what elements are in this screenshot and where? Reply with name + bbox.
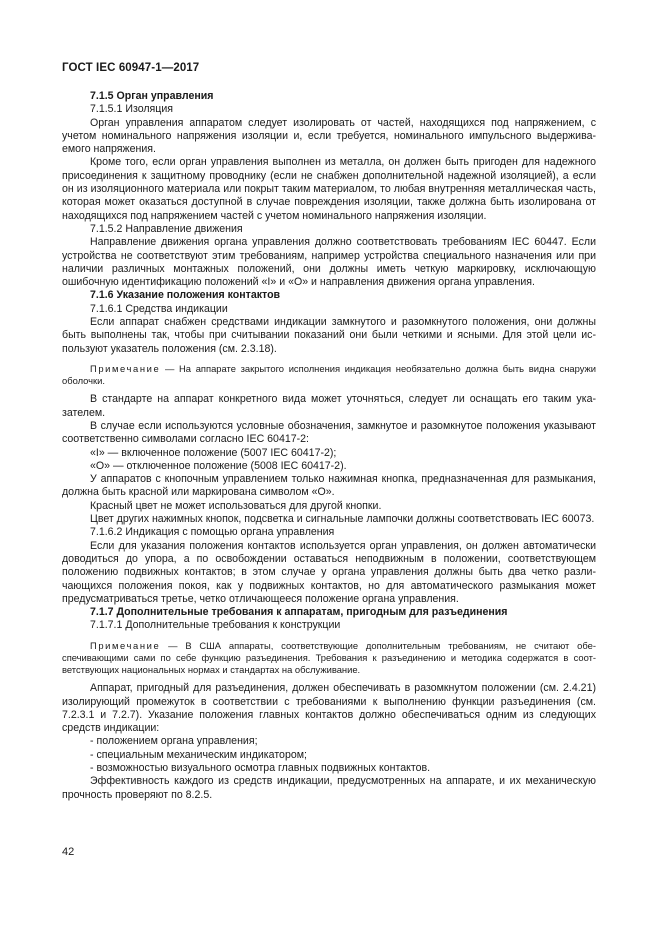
document-header: ГОСТ IEC 60947-1—2017 <box>62 62 200 74</box>
note-text: — На аппарате закрытого исполнения индикация необязательно должна быть видна снаружи оболочки. <box>62 362 596 387</box>
paragraph: Кроме того, если орган управления выполнен из металла, он должен быть пригоден для надежного присоединения к защитному проводнику (если не снабжен дополнительной надежной изоляцией), а если он из изоляционного материала или покрыт таким материалом, то любая внутренняя металлическая часть, которая может оказаться доступной в случае повреждения изоляции, также должна быть изолирована от находящихся под напряжением частей с учетом номинального напряжения изоляции. <box>62 156 596 222</box>
section-heading: 7.1.6 Указание положения контактов <box>90 289 281 302</box>
subsection-heading: 7.1.7.1 Дополнительные требования к конструкции <box>90 619 341 632</box>
paragraph: Если для указания положения контактов используется орган управления, он должен автоматически доводиться до упора, а по освобождении оставаться неподвижным в положении, соответствующем положению подвижных контактов; в этом случае у органа управления должны быть два четко различающихся положения покоя, как у подвижных контактов, но для автоматического размыкания может предусматриваться третье, четко отличающееся положение органа управления. <box>62 539 596 605</box>
subsection-heading: 7.1.6.2 Индикация с помощью органа управления <box>90 526 335 539</box>
note-label: Примечание <box>90 362 161 374</box>
section-heading: 7.1.7 Дополнительные требования к аппаратам, пригодным для разъединения <box>90 606 508 619</box>
paragraph: Орган управления аппаратом следует изолировать от частей, находящихся под напряжением, с учетом номинального напряжения изоляции и, если требуется, номинального импульсного выдерживаемого напряжения. <box>62 116 596 156</box>
list-item: - возможностью визуального осмотра главных подвижных контактов. <box>90 762 431 775</box>
note <box>62 363 596 387</box>
document-body <box>62 90 596 802</box>
section-heading: 7.1.5 Орган управления <box>90 90 214 102</box>
list-item: «I» — включенное положение (5007 IEC 60417-2); <box>90 446 337 459</box>
paragraph: Если аппарат снабжен средствами индикации замкнутого и разомкнутого положения, они должны быть выполнены так, чтобы при считывании показаний они были четкими и ясными. Для этой цели используют указатель положения (см. 2.3.18). <box>62 316 596 355</box>
paragraph: У аппаратов с кнопочным управлением только нажимная кнопка, предназначенная для размыкания, должна быть красной или маркирована символом «О». <box>62 473 596 499</box>
paragraph: Красный цвет не может использоваться для другой кнопки. <box>90 499 382 512</box>
paragraph: Эффективность каждого из средств индикации, предусмотренных на аппарате, и их механическую прочность проверяют по 8.2.5. <box>62 775 596 801</box>
note-text: — В США аппараты, соответствующие дополнительным требованиям, не считают обеспечивающими сами по себе функцию разъединения. Требования к разъединению и методика содержатся в соответствующих национальных нормах и стандартах на обслуживание. <box>62 639 596 676</box>
list-item: - специальным механическим индикатором; <box>90 748 307 761</box>
paragraph: Аппарат, пригодный для разъединения, должен обеспечивать в разомкнутом положении (см. 2.4.21) изолирующий промежуток в соответствии с требованиями к выполнению функции разъединения (см. 7.2.3.1 и 7.2.7). Указание положения главных контактов должно обеспечиваться одним из следующих средств индикации: <box>62 682 596 735</box>
subsection-heading: 7.1.6.1 Средства индикации <box>90 302 228 315</box>
subsection-heading: 7.1.5.1 Изоляция <box>90 103 173 116</box>
list-item: - положением органа управления; <box>90 735 258 748</box>
paragraph: В стандарте на аппарат конкретного вида может уточняться, следует ли оснащать его таким указателем. <box>62 393 596 419</box>
note-label: Примечание <box>90 639 161 651</box>
subsection-heading: 7.1.5.2 Направление движения <box>90 222 243 235</box>
note <box>62 640 596 677</box>
page-number: 42 <box>62 846 75 858</box>
paragraph: Направление движения органа управления должно соответствовать требованиям IEC 60447. Если устройства не соответствуют этим требованиям, например устройства специального назначения или при наличии различных монтажных положений, они должны иметь четкую маркировку, исключающую ошибочную идентификацию положений «I» и «О» и направления движения органа управления. <box>62 236 596 289</box>
list-item: «О» — отключенное положение (5008 IEC 60417-2). <box>90 459 347 472</box>
paragraph: В случае если используются условные обозначения, замкнутое и разомкнутое положения указывают соответственно символами согласно IEC 60417-2: <box>62 419 596 446</box>
paragraph: Цвет других нажимных кнопок, подсветка и сигнальные лампочки должны соответствовать IEC 60073. <box>90 513 595 526</box>
